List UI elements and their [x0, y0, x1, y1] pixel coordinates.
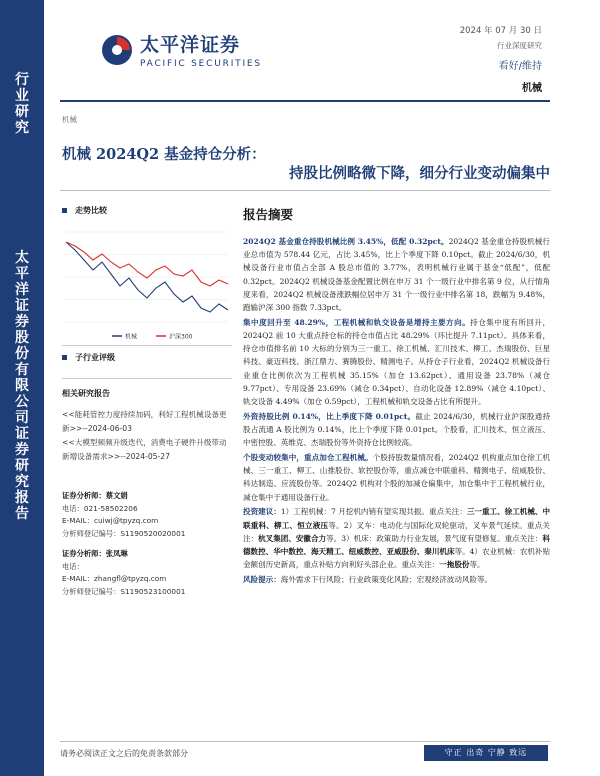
summary-para-2 — [243, 316, 550, 408]
category-label: 机械 — [62, 115, 77, 124]
sidebar-char: 份 — [15, 346, 29, 362]
pacific-logo-icon — [100, 33, 134, 67]
square-bullet-icon — [62, 208, 67, 213]
summary-heading: 报告摘要 — [243, 207, 294, 222]
sidebar-char: 业 — [15, 88, 29, 104]
summary-para-3 — [243, 410, 550, 450]
sidebar-char: 限 — [15, 378, 29, 394]
para-text: 等。2）叉车：电动化与国际化双轮驱动，叉车景气延续。重点关注： — [243, 520, 550, 543]
sidebar-char: 司 — [15, 410, 29, 426]
analyst-phone: 电话：021-58502206 — [62, 503, 138, 513]
analyst-name: 证券分析师：张凤琳 — [62, 549, 128, 558]
related-section-header — [62, 388, 232, 399]
rating-label: 看好/维持 — [498, 61, 542, 72]
logo-en: PACIFIC SECURITIES — [140, 59, 262, 69]
para-highlight: 风险提示： — [243, 575, 281, 585]
analyst-block-2 — [62, 548, 234, 598]
sidebar-char: 证 — [15, 426, 29, 442]
analyst-name: 证券分析师：蔡文娟 — [62, 491, 128, 500]
para-bold: 科德数控、华中数控、海天精工、纽威数控、亚威股份、秦川机床 — [243, 533, 550, 557]
sidebar-char: 平 — [15, 266, 29, 282]
sidebar-char: 行 — [15, 72, 29, 88]
para-text: 等。 — [469, 560, 485, 570]
related-title: 相关研究报告 — [62, 389, 110, 398]
sidebar-char: 告 — [15, 506, 29, 522]
rating-title: 子行业评级 — [75, 353, 115, 362]
sidebar-char: 券 — [15, 314, 29, 330]
sidebar-top-text — [0, 72, 44, 136]
title-divider — [60, 190, 550, 191]
summary-section — [243, 205, 550, 585]
sidebar-char: 究 — [15, 120, 29, 136]
report-title-line1: 机械 2024Q2 基金持仓分析： — [62, 146, 266, 163]
para-highlight: 2024Q2 基金重仓持股机械比例 3.45%，低配 0.32pct。 — [243, 237, 449, 246]
trend-chart — [62, 224, 232, 344]
footer-disclaimer: 请务必阅读正文之后的免责条款部分 — [60, 749, 188, 758]
legend-label: 机械 — [125, 333, 138, 341]
analyst-phone: 电话： — [62, 561, 84, 571]
para-highlight: 个股变动较集中，重点加仓工程机械。 — [243, 453, 373, 463]
header-divider — [60, 100, 550, 102]
summary-para-6 — [243, 573, 550, 586]
para-bold: 一拖股份 — [439, 560, 470, 570]
sidebar-char: 有 — [15, 362, 29, 378]
summary-para-5 — [243, 505, 550, 571]
summary-para-4 — [243, 451, 550, 504]
para-text: 个股持股数量情况看，2024Q2 机构重点加仓徐工机械、三一重工、柳工、山推股份、软控股份等，重点减仓中联重科、精测电子、纽威股份、科达制造、应流股份等。2024Q2 机构对个股的加减仓偏集中，加仓集中于工程机械行业，减仓集中于通用设备行业。 — [243, 453, 550, 502]
sidebar-char: 究 — [15, 474, 29, 490]
analyst-cert: 分析师登记编号：S1190520020001 — [62, 528, 186, 538]
rating-section-header — [62, 352, 232, 363]
related-reports — [62, 408, 234, 464]
summary-body — [243, 235, 550, 588]
para-highlight: 投资建议： — [243, 507, 281, 517]
para-text: 2024Q2 基金重仓持股机械行业总市值为 578.44 亿元，占比 3.45%，比上个季度下降 0.10pct。截止 2024/6/30，机械设备行业市值占全部 A 股总市值的 3.77%，表明机械行业属于基金“低配”，低配 0.32pct。2024Q2 机械设备基金配置比例在申万 31 个一级行业中排名第 9 位，从行情角度来看，2024Q2 机械设备涨跌幅位居申万 31 个一级行业中排名第 18，跌幅为 9.48%，跑输沪深 300 指数 7.33pct。 — [243, 237, 550, 313]
footer-motto: 守正 出奇 宁静 致远 — [424, 745, 548, 761]
related-report-item[interactable]: <<能耗管控力度持续加码，利好工程机械设备更新>>--2024-06-03 — [62, 410, 227, 433]
header-meta — [460, 24, 542, 94]
divider — [62, 345, 232, 346]
series-line-沪深300 — [66, 242, 228, 286]
legend-label: 沪深300 — [169, 333, 193, 341]
sidebar-char: 公 — [15, 394, 29, 410]
sidebar-char: 股 — [15, 330, 29, 346]
analyst-block-1 — [62, 490, 234, 540]
analyst-email[interactable]: E-MAIL：zhangfl@tpyzq.com — [62, 574, 167, 583]
trend-chart-svg — [62, 224, 232, 344]
square-bullet-icon — [62, 355, 67, 360]
para-text: 等。4）农业机械：农机补贴金额创历史新高，重点补贴方向利好头部企业。重点关注： — [243, 547, 550, 570]
report-date: 2024 年 07 月 30 日 — [459, 26, 542, 36]
sidebar-char: 券 — [15, 442, 29, 458]
para-text: 截止 2024/6/30，机械行业沪深股通持股占流通 A 股比例为 0.14%，比上个季度下降 0.01pct。个股看，汇川技术、恒立液压、中密控股、英维克、杰瑞股份等外资持仓比例较高。 — [243, 411, 550, 448]
sidebar-char: 证 — [15, 298, 29, 314]
sector-label: 机械 — [522, 83, 542, 94]
related-report-item[interactable]: <<大模型频频升级迭代，消费电子硬件升级带动新增设备需求>>--2024-05-27 — [62, 438, 227, 461]
para-text: 1）工程机械：7 月挖机内销有望实现共振。重点关注： — [280, 507, 467, 517]
summary-para-1 — [243, 235, 550, 314]
report-title-line2: 持股比例略微下降，细分行业变动偏集中 — [289, 165, 550, 182]
para-text: 等。3）机床：政策助力行业发展，景气度有望修复。重点关注： — [326, 533, 543, 543]
para-bold: 杭叉集团、安徽合力 — [258, 533, 327, 543]
para-highlight: 外资持股比例 0.14%，比上季度下降 0.01pct。 — [243, 411, 416, 421]
para-bold: 三一重工、徐工机械、中联重科、柳工、恒立液压 — [243, 507, 550, 530]
logo-cn: 太平洋证券 — [140, 34, 241, 56]
sidebar-char: 研 — [15, 104, 29, 120]
para-highlight: 集中度回升至 48.29%，工程机械和轨交设备是增持主要方向。 — [243, 317, 471, 327]
para-text: 海外需求下行风险；行业政策变化风险；宏观经济波动风险等。 — [280, 575, 493, 585]
company-logo — [100, 30, 262, 69]
trend-title: 走势比较 — [75, 206, 107, 215]
analyst-email[interactable]: E-MAIL：cuiwj@tpyzq.com — [62, 516, 159, 525]
sidebar-char: 太 — [15, 250, 29, 266]
sidebar-char: 洋 — [15, 282, 29, 298]
para-text: 持仓集中度有所回升，2024Q2 前 10 大重点持仓标的持仓市值占比 48.29%（环比提升 7.11pct）。具体来看，持仓市值排名前 10 大标的分别为三一重工、徐工机械、汇川技术、柳工、杰瑞股份、巨星科技、豪迈科技、浙江鼎力、赛腾股份、精测电子。从持仓子行业看，2024Q2 机械设备行业重仓比例依次为工程机械 35.15%（加仓 13.62pct）、通用设备 23.78%（减仓 9.77pct）、专用设备 23.69%（减仓 0.34pct）、自动化设备 12.89%（减仓 4.10pct）、轨交设备 4.49%（加仓 0.59pct），工程机械和轨交设备占比有所提升。 — [243, 317, 550, 407]
sidebar-char: 报 — [15, 490, 29, 506]
report-type: 行业深度研究 — [497, 41, 542, 50]
divider — [62, 378, 232, 379]
trend-section-header — [62, 205, 232, 216]
left-sidebar-strip — [0, 0, 44, 776]
footer-divider — [60, 741, 550, 742]
sidebar-char: 研 — [15, 458, 29, 474]
analyst-cert: 分析师登记编号：S1190523100001 — [62, 586, 186, 596]
sidebar-company-text — [0, 250, 44, 522]
